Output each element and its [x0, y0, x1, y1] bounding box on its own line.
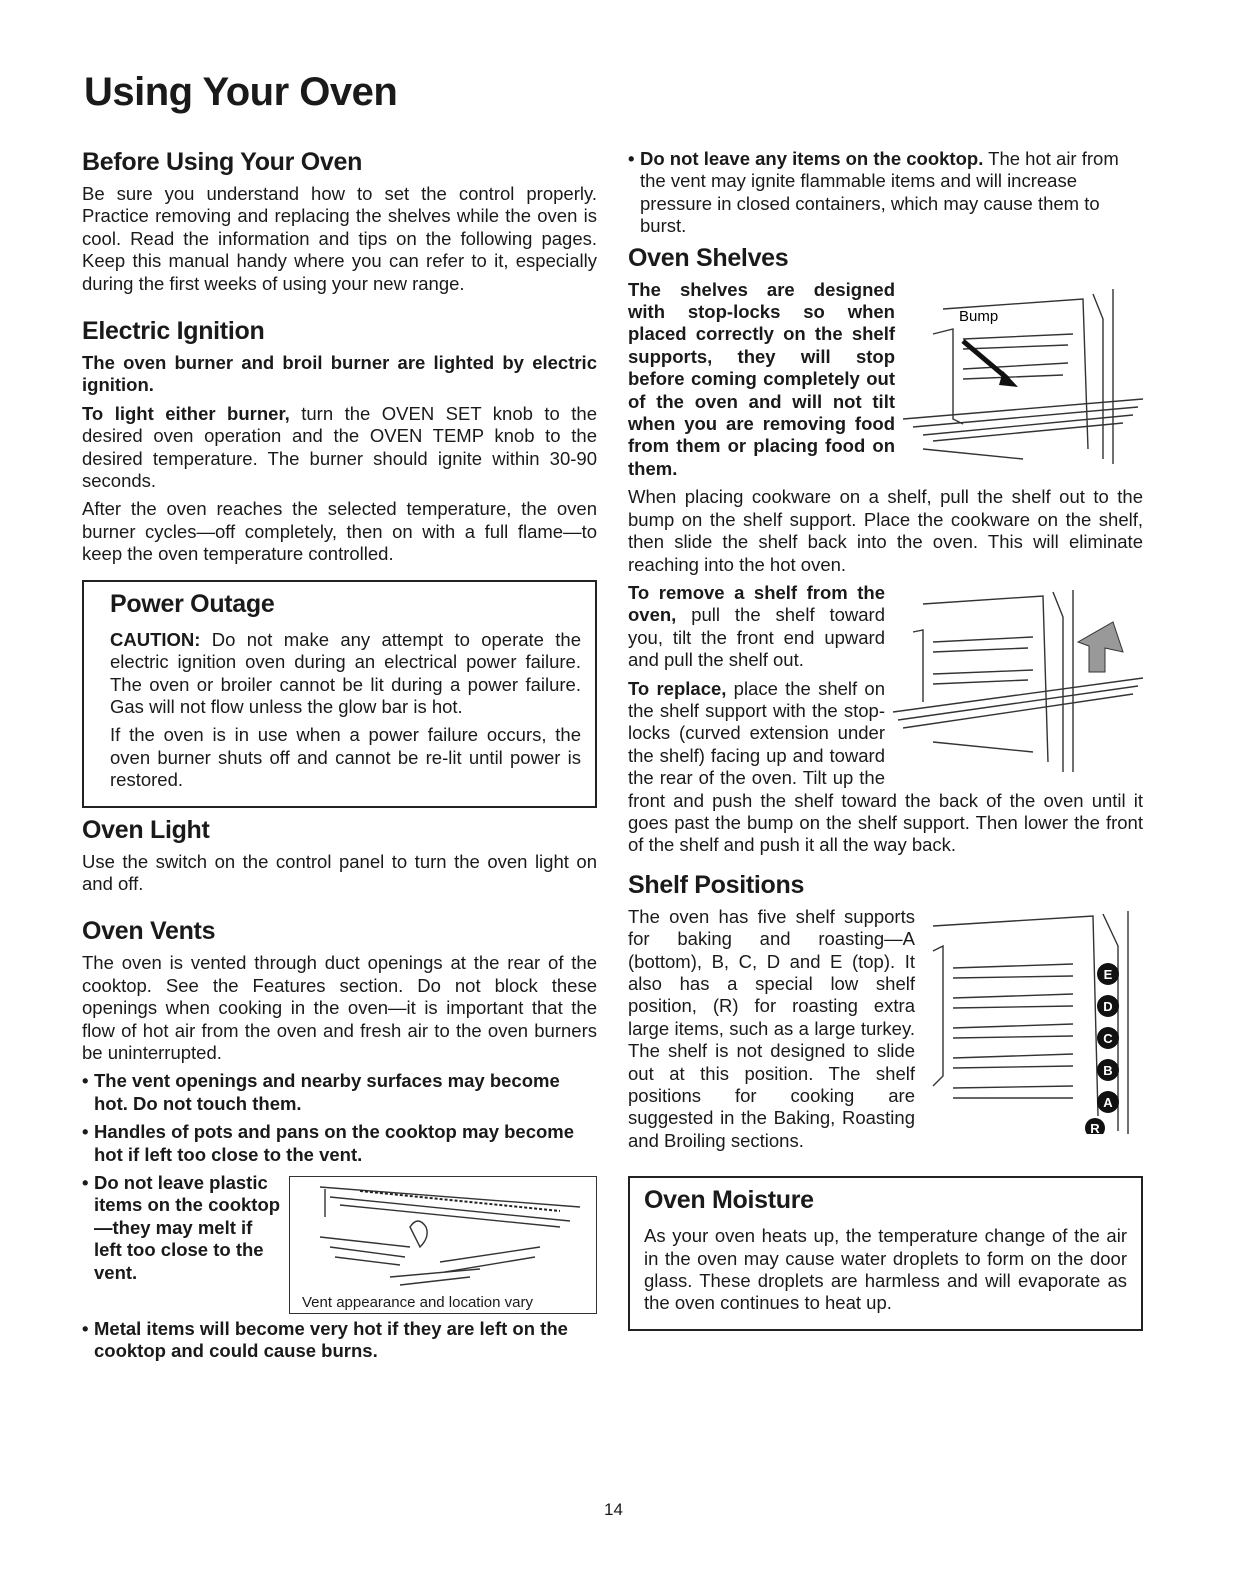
heading-power-outage: Power Outage	[110, 589, 275, 618]
bullet-item	[82, 1121, 597, 1166]
light-burner-text: turn the OVEN SET knob to the desired oven operation and the OVEN TEMP knob to the desired temperature. The burner should ignite within 30-90 seconds.	[82, 402, 597, 492]
bullet-dot: •	[82, 1318, 89, 1339]
page-number: 14	[604, 1500, 623, 1519]
bullet-item	[82, 1070, 597, 1115]
oven-moisture-text: As your oven heats up, the temperature change of the air in the oven may cause water droplets to form on the door glass. These droplets are harmless and will evaporate as the oven continues to heat up.	[644, 1225, 1127, 1314]
shelf-label-a: A	[1103, 1094, 1113, 1110]
shelf-positions-illustration	[923, 906, 1143, 1134]
oven-light-text: Use the switch on the control panel to turn the oven light on and off.	[82, 850, 597, 894]
shelf-removal-illustration	[893, 582, 1143, 772]
caution-label: CAUTION:	[110, 628, 201, 650]
bullet-dot: •	[82, 1070, 89, 1092]
section-oven-light	[82, 816, 597, 896]
shelves-intro-block	[628, 279, 1143, 487]
bullet-item	[82, 1318, 597, 1363]
power-outage-note: If the oven is in use when a power failure occurs, the oven burner shuts off and cannot be re-lit until power is restored.	[110, 724, 581, 791]
heading-oven-shelves: Oven Shelves	[628, 243, 789, 272]
oven-vents-text: The oven is vented through duct openings at the rear of the cooktop. See the Features section. Do not block these openings when cooking in the oven—it is important that the flow of hot air from the oven and fresh air to the oven burners be uninterrupted.	[82, 952, 597, 1063]
shelves-intro: The shelves are designed with stop-locks so when placed correctly on the shelf supports, they will stop before coming completely out of the oven and will not tilt when you are removing food from them or placing food on them.	[628, 278, 895, 479]
cooktop-warning-label: Do not leave any items on the cooktop.	[640, 148, 984, 169]
shelf-positions-block	[628, 906, 1143, 1158]
shelf-positions-text: The oven has five shelf supports for baking and roasting—A (bottom), B, C, D and E (top). It also has a special low shelf position, (R) for roasting extra large items, such as a large turkey. The shelf is not designed to slide out at this position. The shelf positions for cooking are suggested in the Baking, Roasting and Broiling sections.	[628, 905, 915, 1151]
bullet-text: Do not leave plastic items on the cooktop—they may melt if left too close to the vent.	[94, 1172, 281, 1283]
bullet-dot: •	[628, 148, 635, 169]
bump-label: Bump	[959, 307, 999, 325]
heading-oven-light: Oven Light	[82, 815, 210, 844]
section-oven-shelves	[628, 244, 1143, 863]
remove-shelf-text: pull the shelf toward you, tilt the front end upward and pull the shelf out.	[628, 604, 885, 671]
bullet-text: Metal items will become very hot if they are left on the cooktop and could cause burns.	[94, 1318, 568, 1362]
caution-text: Do not make any attempt to operate the electric ignition oven during an electrical power failure. The oven or broiler cannot be lit during a power failure. Gas will not flow unless the glow bar is hot.	[110, 628, 581, 717]
light-burner-paragraph	[82, 403, 597, 493]
shelf-label-c: C	[1103, 1030, 1113, 1046]
lift-arrow-icon	[1078, 622, 1123, 672]
remove-replace-block	[628, 582, 1143, 863]
heading-oven-vents: Oven Vents	[82, 917, 216, 946]
left-column	[82, 148, 597, 1369]
heading-oven-moisture: Oven Moisture	[644, 1186, 814, 1215]
burner-cycle-text: After the oven reaches the selected temperature, the oven burner cycles—off completely, then on with a full flame—to keep the oven temperature controlled.	[82, 498, 597, 565]
ignition-lead: The oven burner and broil burner are lighted by electric ignition.	[82, 352, 597, 396]
replace-shelf-text: place the shelf on the shelf support with the stop-locks (curved extension under the shelf) facing up and toward the rear of the oven. Tilt up the front and push the shelf toward the back of the oven until it goes past the bump on the shelf support. Then lower the front of the shelf and push it all the way back.	[628, 677, 1143, 856]
section-electric-ignition	[82, 317, 597, 566]
bullet-dot: •	[82, 1121, 89, 1143]
vent-bullet-with-figure	[82, 1172, 597, 1318]
shelf-label-r: R	[1090, 1120, 1100, 1134]
replace-shelf-label: To replace,	[628, 677, 727, 699]
remove-shelf-label: To remove a shelf from the oven,	[628, 581, 885, 626]
section-oven-vents	[82, 917, 597, 1362]
shelf-label-d: D	[1103, 998, 1113, 1014]
before-using-text: Be sure you understand how to set the control properly. Practice removing and replacing the shelves while the oven is cool. Read the information and tips on the following pages. Keep this manual handy where you can refer to it, especially during the first weeks of using your new range.	[82, 183, 597, 294]
vent-caption: Vent appearance and location vary	[302, 1294, 533, 1311]
bullet-text: Handles of pots and pans on the cooktop may become hot if left too close to the vent.	[94, 1121, 575, 1165]
shelf-bump-illustration	[903, 279, 1143, 469]
position-badges	[1085, 963, 1119, 1134]
cooktop-warning-text: The hot air from the vent may ignite flammable items and will increase pressure in closed containers, which may cause them to burst.	[640, 148, 1119, 237]
section-shelf-positions	[628, 871, 1143, 1158]
page-title: Using Your Oven	[84, 70, 398, 114]
cooktop-warning	[628, 148, 1143, 238]
heading-shelf-positions: Shelf Positions	[628, 870, 805, 899]
bullet-dot: •	[82, 1172, 89, 1193]
caution-paragraph	[110, 629, 581, 719]
bullet-item	[82, 1172, 597, 1284]
heading-before-using: Before Using Your Oven	[82, 148, 363, 176]
oven-moisture-box	[628, 1176, 1143, 1331]
shelf-label-b: B	[1103, 1062, 1113, 1078]
right-column	[628, 148, 1143, 1339]
bullet-text: The vent openings and nearby surfaces may become hot. Do not touch them.	[94, 1070, 560, 1114]
power-outage-box	[82, 580, 597, 808]
light-burner-label: To light either burner,	[82, 402, 290, 424]
section-before-using	[82, 148, 597, 295]
shelf-label-e: E	[1103, 966, 1113, 982]
placing-cookware-text: When placing cookware on a shelf, pull the shelf out to the bump on the shelf support. Place the cookware on the shelf, then slide the shelf back into the oven. This will eliminate reaching into the hot oven.	[628, 486, 1143, 575]
heading-electric-ignition: Electric Ignition	[82, 317, 265, 346]
